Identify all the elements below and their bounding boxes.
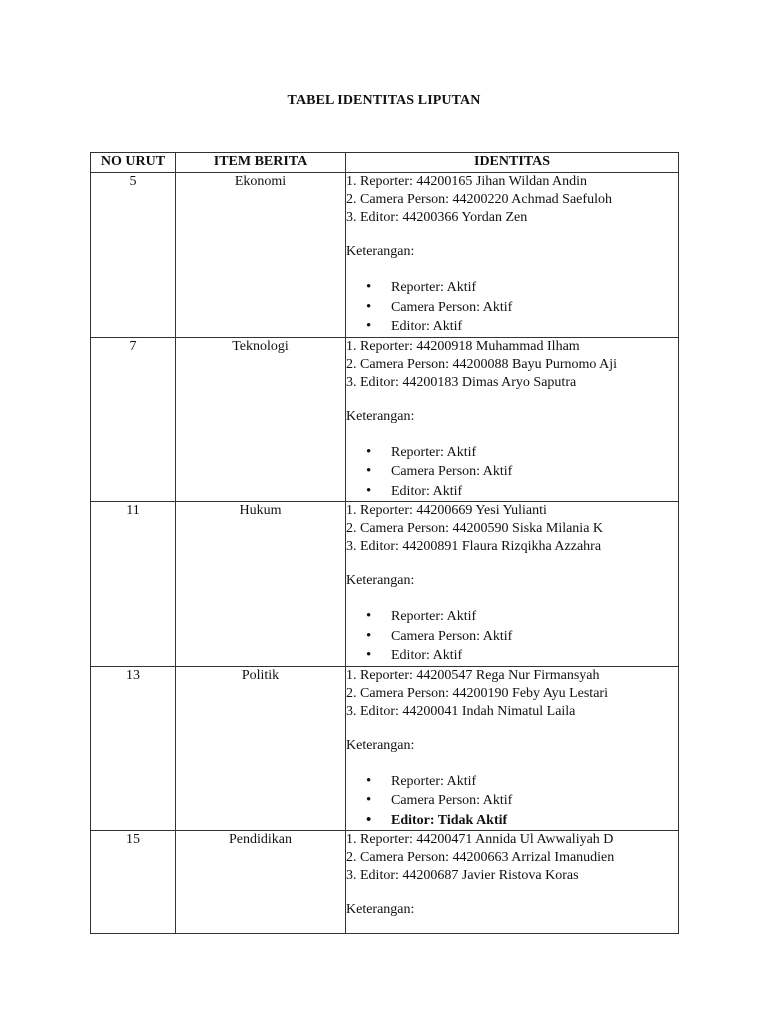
header-item-berita: ITEM BERITA — [176, 153, 346, 173]
reporter-line: 1. Reporter: 44200165 Jihan Wildan Andin — [346, 174, 588, 189]
keterangan-label: Keterangan: — [346, 737, 415, 753]
status-item: • Editor: Aktif — [346, 646, 678, 666]
row-identitas — [346, 666, 679, 831]
editor-line: 3. Editor: 44200041 Indah Nimatul Laila — [346, 703, 576, 719]
row-identitas — [346, 337, 679, 502]
table-row — [91, 666, 679, 831]
status-item: • Reporter: Aktif — [346, 443, 678, 463]
camera-person-line: 2. Camera Person: 44200590 Siska Milania K — [346, 521, 604, 536]
row-identitas — [346, 831, 679, 934]
status-list — [346, 443, 678, 502]
keterangan-label: Keterangan: — [346, 244, 415, 259]
status-list — [346, 607, 678, 666]
camera-person-line: 2. Camera Person: 44200663 Arrizal Imanudien — [346, 850, 615, 865]
table-row — [91, 502, 679, 667]
keterangan-label: Keterangan: — [346, 573, 415, 588]
reporter-line: 1. Reporter: 44200547 Rega Nur Firmansyah — [346, 667, 600, 683]
status-list — [346, 772, 678, 831]
status-item: • Camera Person: Aktif — [346, 298, 678, 318]
editor-line: 3. Editor: 44200687 Javier Ristova Koras — [346, 868, 579, 883]
table-row — [91, 337, 679, 502]
status-item: • Reporter: Aktif — [346, 607, 678, 627]
status-item: • Camera Person: Aktif — [346, 462, 678, 482]
editor-line: 3. Editor: 44200183 Dimas Aryo Saputra — [346, 374, 577, 390]
row-number: 7 — [91, 337, 176, 502]
status-item-inactive: • Editor: Tidak Aktif — [346, 811, 678, 831]
reporter-line: 1. Reporter: 44200669 Yesi Yulianti — [346, 503, 547, 518]
status-item: • Editor: Aktif — [346, 482, 678, 502]
row-item: Teknologi — [176, 337, 346, 502]
table-row — [91, 173, 679, 338]
header-identitas: IDENTITAS — [346, 153, 679, 173]
row-number: 5 — [91, 173, 176, 338]
keterangan-label: Keterangan: — [346, 902, 415, 917]
camera-person-line: 2. Camera Person: 44200190 Feby Ayu Lestari — [346, 685, 608, 701]
status-item: • Camera Person: Aktif — [346, 791, 678, 811]
editor-line: 3. Editor: 44200366 Yordan Zen — [346, 210, 528, 225]
page-title: TABEL IDENTITAS LIPUTAN — [287, 93, 481, 108]
reporter-line: 1. Reporter: 44200471 Annida Ul Awwaliyah D — [346, 832, 614, 847]
row-identitas — [346, 502, 679, 667]
camera-person-line: 2. Camera Person: 44200088 Bayu Purnomo Aji — [346, 356, 618, 372]
editor-line: 3. Editor: 44200891 Flaura Rizqikha Azzahra — [346, 539, 602, 554]
status-list — [346, 278, 678, 337]
table-header-row — [91, 153, 679, 173]
identity-table — [90, 152, 679, 934]
row-item: Politik — [176, 666, 346, 831]
row-item: Pendidikan — [176, 831, 346, 934]
keterangan-label: Keterangan: — [346, 408, 415, 424]
header-no-urut: NO URUT — [91, 153, 176, 173]
reporter-line: 1. Reporter: 44200918 Muhammad Ilham — [346, 338, 580, 354]
status-item: • Reporter: Aktif — [346, 772, 678, 792]
row-number: 13 — [91, 666, 176, 831]
row-number: 15 — [91, 831, 176, 934]
status-item: • Reporter: Aktif — [346, 278, 678, 298]
camera-person-line: 2. Camera Person: 44200220 Achmad Saefuloh — [346, 192, 612, 207]
row-number: 11 — [91, 502, 176, 667]
status-item: • Camera Person: Aktif — [346, 627, 678, 647]
row-item: Hukum — [176, 502, 346, 667]
table-row — [91, 831, 679, 934]
row-item: Ekonomi — [176, 173, 346, 338]
status-item: • Editor: Aktif — [346, 317, 678, 337]
row-identitas — [346, 173, 679, 338]
